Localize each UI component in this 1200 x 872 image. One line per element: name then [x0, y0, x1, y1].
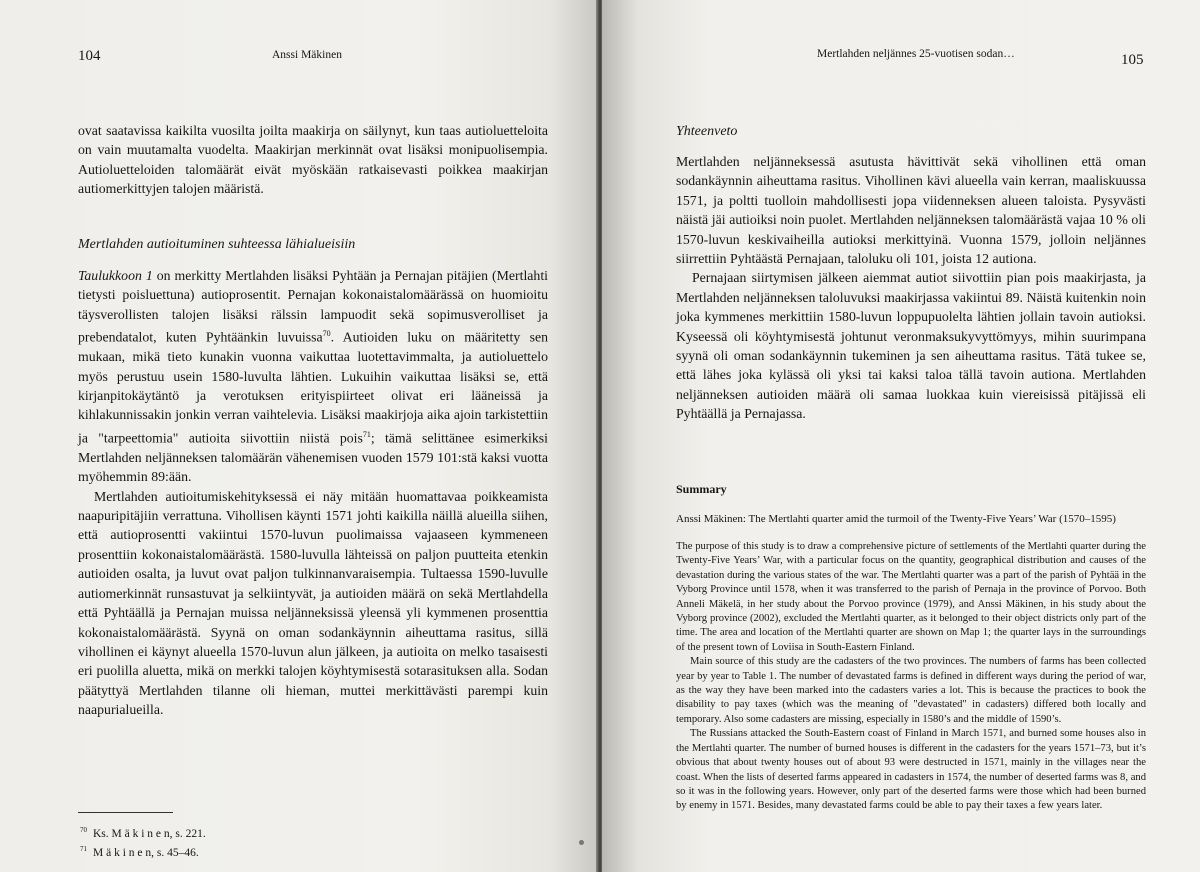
- running-head-left: Anssi Mäkinen: [272, 49, 342, 61]
- footnote-number: 70: [80, 826, 87, 834]
- footnote-71: [80, 842, 206, 861]
- summary-text: [676, 540, 1146, 814]
- summary-paragraph-2: Main source of this study are the cadasters of the two provinces. The numbers of farms has been collected year by year to Table 1. The number of devastated farms is defined in different ways during the period of war, as the way they have been marked into the cadasters varies a lot. This is because the practices to book the disability to pay taxes (which was the meaning of "devastated" in cadasters) differed both locally and temporary. Also some cadasters are missing, especially in 1580’s and the middle of 1590’s.: [676, 656, 1146, 725]
- paragraph-2-part-a: on merkitty Mertlahden lisäksi Pyhtään ja Pernajan pitäjien (Mertlahti tietysti poisluettuna) autioprosentit. Pernajan kokonaistalomäärässä on huomioitu täysverollisten talojen lisäksi rälssin lampuodit sekä sopimusverolliset ja prebendatalot, kuten Pyhtäänkin luvuissa: [78, 268, 548, 345]
- left-body: [78, 266, 548, 720]
- table-reference: Taulukkoon 1: [78, 268, 153, 283]
- summary-paragraph-1: The purpose of this study is to draw a comprehensive picture of settlements of the Mertlahti quarter during the Twenty-Five Years’ War, with a particular focus on the quantity, geographical distribution and causes of the devastation during the various states of the war. The Mertlahti quarter was a part of the parish of Pyhtää in the Vyborg Province until 1578, when it was transferred to the parish of Pernaja in the province of Porvoo. Both Anneli Mäkelä, in her study about the Porvoo province (1979), and Anssi Mäkinen, in his study about the Vyborg province (2002), excluded the Mertlahti quarter, as it belonged to their object districts only part of the time. The area and location of the Mertlahti quarter are shown on Map 1; the quarter lays in the surroundings of the present town of Loviisa in South-Eastern Finland.: [676, 541, 1146, 653]
- section-heading-left: Mertlahden autioituminen suhteessa lähialueisiin: [78, 237, 356, 252]
- page-mark: [579, 840, 584, 845]
- running-head-right: Mertlahden neljännes 25-vuotisen sodan…: [817, 48, 1015, 60]
- footnote-70: [80, 823, 206, 842]
- footnote-divider: [78, 812, 173, 813]
- paragraph-text: ovat saatavissa kaikilta vuosilta joilta maakirja on säilynyt, kun taas autioluetteloita on vain muutamalta vuodelta. Maakirjan merkinnät ovat lisäksi monipuolisempia. Autioluetteloiden talomäärät eivät myöskään ratkaisevasti poikkea maakirjan autiomerkittyjen talojen määristä.: [78, 123, 548, 197]
- paragraph-1: Mertlahden neljänneksessä asutusta hävittivät sekä vihollinen että oman sodankäynnin aiheuttama rasitus. Vihollinen kävi alueella vain kerran, maaliskuussa 1571, ja poltti tuolloin mahdollisesti jopa viidenneksen alueen taloista. Pysyvästi näistä jäi autioiksi noin puolet. Mertlahden neljänneksen talomäärästä vajaa 10 % oli 1570-luvun keskivaiheilla autioksi merkittyinä. Vuonna 1579, jolloin neljännes siirrettiin Pyhtäästä Pernajaan, taloluku oli 101, joista 12 autiona.: [676, 154, 1146, 267]
- footnote-ref-71: 71: [362, 429, 371, 439]
- right-body: [676, 152, 1146, 424]
- paragraph-2-part-b: . Autioiden luku on määritetty sen mukaan, mikä tieto kunakin vuonna vaikuttaa luotettavimmalta, ja autioluettelo myös perustuu usein 1580-luvulta lähtien. Lukuihin vaikuttaa lisäksi se, että kirjanpitokäytäntö ja verotuksen erityispiirteet olivat eri lääneissä ja kihlakunnissakin jonkin verran vaihtelevia. Lisäksi maakirjoja aika ajoin tarkistettiin ja "tarpeettomia" autioita siivottiin niistä pois: [78, 329, 548, 446]
- page-number-right: 105: [1121, 52, 1144, 68]
- paragraph-2: Pernajaan siirtymisen jälkeen aiemmat autiot siivottiin pian pois maakirjasta, ja Mertlahden neljänneksen taloluvuksi maakirjassa vakiintui 89. Näistä kuitenkin noin joka kymmenes merkittiin 1580-luvun loppupuolelta lähtien jollain tavoin autioksi. Kyseessä oli köyhtymisestä johtunut veronmaksukyvyttömyys, mihin suurimpana syynä oli oman sodankäynnin tukeminen ja sen aiheuttama rasitus. Tätä tukee se, että lähes joka kylässä oli yksi tai kaksi taloa tällä tavoin autiona. Mertlahden neljänneksen autioiden määrä oli samaa luokkaa kuin viereisissä pitäjissä eli Pyhtäällä ja Pernajassa.: [676, 270, 1146, 422]
- footnotes: [80, 823, 206, 861]
- paragraph-2-part-c: ; tämä selittänee esimerkiksi Mertlahden neljänneksen talomäärän vähenemisen vuoden 1579 101:stä kaksi vuotta myöhemmin 89:ään.: [78, 430, 548, 485]
- summary-paragraph-3: The Russians attacked the South-Eastern coast of Finland in March 1571, and burned some houses also in the Mertlahti quarter. The number of burned houses is different in the cadasters for the years 1571–73, but it’s obvious that about twenty houses out of about 93 were destructed in 1571, mainly in the villages near the coast. When the lists of deserted farms appeared in cadasters in 1574, the number of deserted farms was 8, and so it was in the following years. However, only part of the deserted farms were those which had been burned by enemy in 1571. Besides, many devastated farms could be able to pay their taxes a few years later.: [676, 728, 1146, 812]
- summary-subtitle: Anssi Mäkinen: The Mertlahti quarter amid the turmoil of the Twenty-Five Years’ War (1570–1595): [676, 513, 1116, 525]
- paragraph-2: [78, 266, 548, 487]
- footnote-text: Ks. M ä k i n e n, s. 221.: [93, 827, 206, 840]
- summary-heading: Summary: [676, 482, 727, 496]
- footnote-number: 71: [80, 844, 87, 853]
- footnote-ref-70: 70: [322, 329, 331, 339]
- left-page: [0, 0, 598, 872]
- footnote-text: M ä k i n e n, s. 45–46.: [93, 846, 199, 859]
- section-heading-right: Yhteenveto: [676, 124, 738, 139]
- page-number-left: 104: [78, 48, 101, 64]
- left-paragraph-1: [78, 121, 548, 199]
- paragraph-3: Mertlahden autioitumiskehityksessä ei näy mitään huomattavaa poikkeamista naapuripitäjiin verrattuna. Vihollisen käynti 1571 johti kaikilla näillä alueilla siihen, että autioprosentti vakiintui 1570-luvun puolimaissa vajaaseen kymmeneen prosenttiin kokonaistalomäärästä. 1580-luvulla lähteissä on paljon puutteita etenkin autioiden osalta, ja luvut ovat paljon tulkinnanvaraisempia. Tultaessa 1590-luvulle autiomerkinnät runsastuvat ja selkiintyvät, ja autioiden määrä on sekä Mertlahdella että Pyhtäällä ja Pernajan muissa neljänneksissä yleensä yli kymmenen prosenttia kokonaistalomäärästä. Syynä on oman sodankäynnin aiheuttama rasitus, sillä vihollinen ei käynyt alueella 1570-luvun alun jälkeen, ja autioita on melko tasaisesti eri puolilla aluetta, mikä on merkki talojen köyhtymisestä sotarasituksen alla. Sodan päätyttyä Mertlahden tilanne oli hieman, muttei merkittävästi parempi kuin naapurialueilla.: [78, 488, 548, 718]
